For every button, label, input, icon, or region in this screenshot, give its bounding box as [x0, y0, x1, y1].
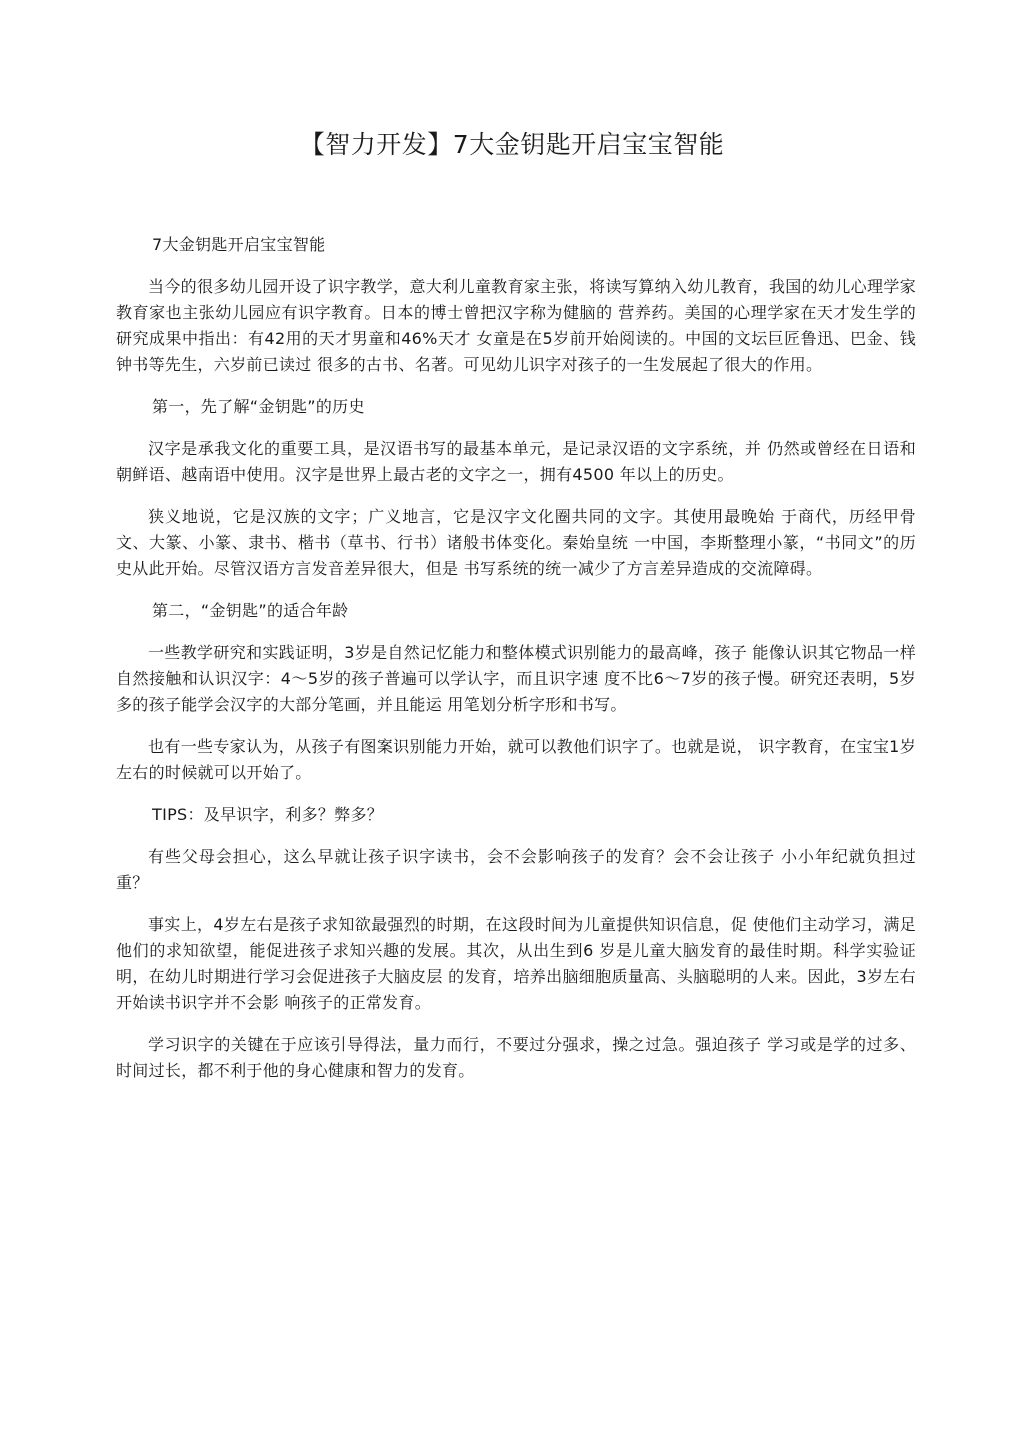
- history-paragraph-1: 汉字是承我文化的重要工具，是汉语书写的最基本单元，是记录汉语的文字系统，并 仍然或曾经在日语和朝鲜语、越南语中使用。汉字是世界上最古老的文字之一，拥有4500 年以上的历史。: [116, 439, 916, 484]
- tips-heading: TIPS：及早识字，利多？弊多？: [152, 805, 384, 824]
- subtitle-paragraph: 7大金钥匙开启宝宝智能: [152, 235, 326, 254]
- document-title: 【智力开发】7大金钥匙开启宝宝智能: [299, 130, 725, 159]
- tips-paragraph-2: 事实上，4岁左右是孩子求知欲最强烈的时期，在这段时间为儿童提供知识信息，促 使他们主动学习，满足他们的求知欲望，能促进孩子求知兴趣的发展。其次，从出生到6 岁是儿童大脑发育的最佳时期。科学实验证明，在幼儿时期进行学习会促进孩子大脑皮层 的发育，培养出脑细胞质量高、头脑聪明的人来。因此，3岁左右开始读书识字并不会影 响孩子的正常发育。: [116, 915, 916, 1012]
- tips-paragraph-3: 学习识字的关键在于应该引导得法，量力而行，不要过分强求，操之过急。强迫孩子 学习或是学的过多、时间过长，都不利于他的身心健康和智力的发育。: [116, 1035, 916, 1080]
- tips-paragraph-1: 有些父母会担心，这么早就让孩子识字读书，会不会影响孩子的发育？会不会让孩子 小小年纪就负担过重？: [116, 847, 916, 892]
- section-heading-history: 第一，先了解“金钥匙”的历史: [152, 397, 365, 416]
- intro-paragraph: 当今的很多幼儿园开设了识字教学，意大利儿童教育家主张，将读写算纳入幼儿教育，我国的幼儿心理学家教育家也主张幼儿园应有识字教育。日本的博士曾把汉字称为健脑的 营养药。美国的心理学家在天才发生学的研究成果中指出：有42用的天才男童和46%天才 女童是在5岁前开始阅读的。中国的文坛巨匠鲁迅、巴金、钱钟书等先生，六岁前已读过 很多的古书、名著。可见幼儿识字对孩子的一生发展起了很大的作用。: [116, 277, 916, 374]
- age-paragraph-2: 也有一些专家认为，从孩子有图案识别能力开始，就可以教他们识字了。也就是说， 识字教育，在宝宝1岁左右的时候就可以开始了。: [116, 737, 916, 782]
- history-paragraph-2: 狭义地说，它是汉族的文字；广义地言，它是汉字文化圈共同的文字。其使用最晚始 于商代，历经甲骨文、大篆、小篆、隶书、楷书（草书、行书）诸般书体变化。秦始皇统 一中国，李斯整理小篆，“书同文”的历史从此开始。尽管汉语方言发音差异很大，但是 书写系统的统一减少了方言差异造成的交流障碍。: [116, 507, 916, 578]
- age-paragraph-1: 一些教学研究和实践证明，3岁是自然记忆能力和整体模式识别能力的最高峰，孩子 能像认识其它物品一样自然接触和认识汉字：4〜5岁的孩子普遍可以学认字，而且识字速 度不比6〜7岁的孩子慢。研究还表明，5岁多的孩子能学会汉字的大部分笔画，并且能运 用笔划分析字形和书写。: [116, 643, 916, 714]
- document-body: [116, 232, 916, 1084]
- section-heading-age: 第二，“金钥匙”的适合年龄: [152, 601, 349, 620]
